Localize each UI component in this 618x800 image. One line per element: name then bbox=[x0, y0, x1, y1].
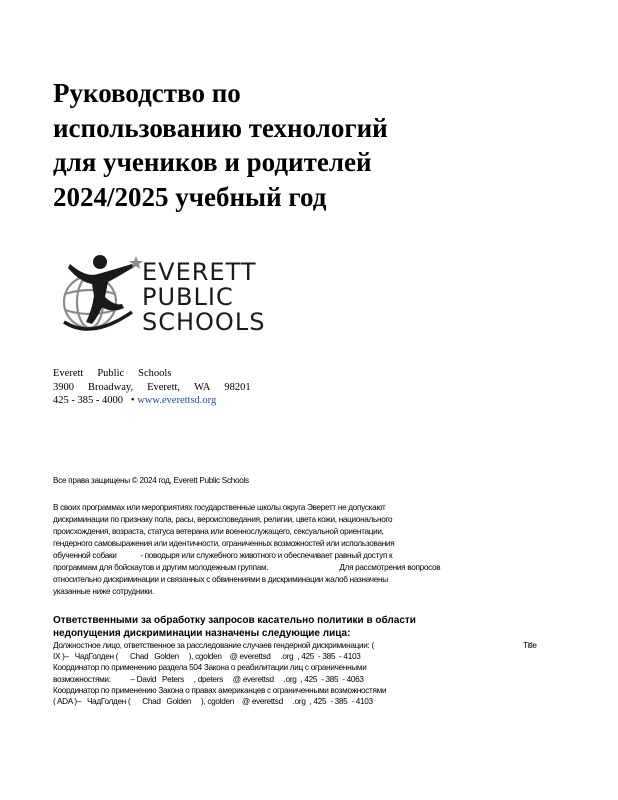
coordinator-line: ( ADA )– ЧадГолден ( Chad Golden ), cgolden @ everettsd .org , 425 - 385 - 4103 bbox=[53, 697, 373, 707]
title-line: 2024/2025 учебный год bbox=[53, 181, 327, 212]
policy-line: гендерного самовыражения или идентичности, ограниченных возможностей или использования bbox=[53, 539, 395, 548]
address-word: Schools bbox=[138, 368, 172, 379]
address-word: Everett, bbox=[147, 381, 181, 393]
policy-line: В своих программах или мероприятиях государственные школы округа Эверетт не допускают bbox=[53, 503, 386, 512]
coordinators-list bbox=[53, 640, 548, 707]
address-word: 98201 bbox=[224, 381, 251, 393]
address-word: 3900 bbox=[53, 381, 74, 393]
address-word: Broadway, bbox=[88, 381, 134, 393]
address-word: Public bbox=[97, 368, 125, 379]
logo-line: SCHOOLS bbox=[142, 308, 266, 336]
logo-wordmark bbox=[142, 260, 265, 335]
coordinator-line: возможностями: – David Peters , dpeters @ everettsd .org , 425 - 385 - 4063 bbox=[53, 674, 364, 684]
logo-line: EVERETT bbox=[142, 258, 257, 286]
title-line: для учеников и родителей bbox=[53, 147, 372, 177]
policy-line: происхождения, возраста, статуса ветерана или военнослужащего, сексуальной ориентации, bbox=[53, 527, 384, 536]
coordinator-line bbox=[53, 640, 548, 651]
copyright-notice: Все права защищены © 2024 год, Everett Public Schools bbox=[53, 476, 249, 485]
bullet-separator: • bbox=[130, 395, 135, 406]
coordinator-line: Координатор по применению раздела 504 Закона о реабилитации лиц с ограниченными bbox=[53, 663, 367, 673]
district-address bbox=[53, 367, 265, 408]
non-discrimination-statement bbox=[53, 502, 493, 598]
coordinator-line: Координатор по применению Закона о правах американцев с ограниченными возможностями bbox=[53, 685, 387, 695]
coordinator-line: IX )– ЧадГолден ( Chad Golden ), cgolden @ everettsd .org , 425 - 385 - 4103 bbox=[53, 652, 361, 662]
policy-line: относительно дискриминации и связанных с обвинениями в дискриминации жалоб назначены bbox=[53, 575, 388, 584]
address-line-name bbox=[53, 367, 265, 381]
coordinators-heading bbox=[53, 615, 416, 640]
page-title bbox=[53, 76, 573, 214]
policy-line: указанные ниже сотрудники. bbox=[53, 587, 154, 596]
runner-globe-logo-icon bbox=[62, 252, 144, 340]
coordinator-text: Title bbox=[523, 641, 537, 650]
policy-line: программам для бойскаутов и другим молодежным группам. Для рассмотрения вопросов bbox=[53, 563, 441, 572]
policy-line: дискриминации по признаку пола, расы, вероисповедания, религии, цвета кожи, национального bbox=[53, 515, 393, 524]
policy-line: обученной собаки - поводыря или служебного животного и обеспечивает равный доступ к bbox=[53, 551, 393, 560]
logo-line: PUBLIC bbox=[142, 283, 234, 311]
title-line: использованию технологий bbox=[53, 112, 388, 143]
heading-line: недопущения дискриминации назначены следующие лица: bbox=[53, 627, 351, 639]
address-line-street bbox=[53, 381, 265, 395]
website-link[interactable]: www.everettsd.org bbox=[137, 395, 217, 406]
heading-line: Ответственными за обработку запросов касательно политики в области bbox=[53, 615, 416, 626]
coordinator-text: Должностное лицо, ответственное за расследование случаев гендерной дискриминации: ( bbox=[53, 641, 374, 650]
address-word: Everett bbox=[53, 368, 84, 379]
phone-number: 425 - 385 - 4000 bbox=[53, 395, 123, 406]
everett-public-schools-logo bbox=[62, 252, 272, 340]
address-word: WA bbox=[194, 381, 211, 393]
title-line: Руководство по bbox=[53, 78, 241, 108]
address-line-contact bbox=[53, 394, 265, 408]
